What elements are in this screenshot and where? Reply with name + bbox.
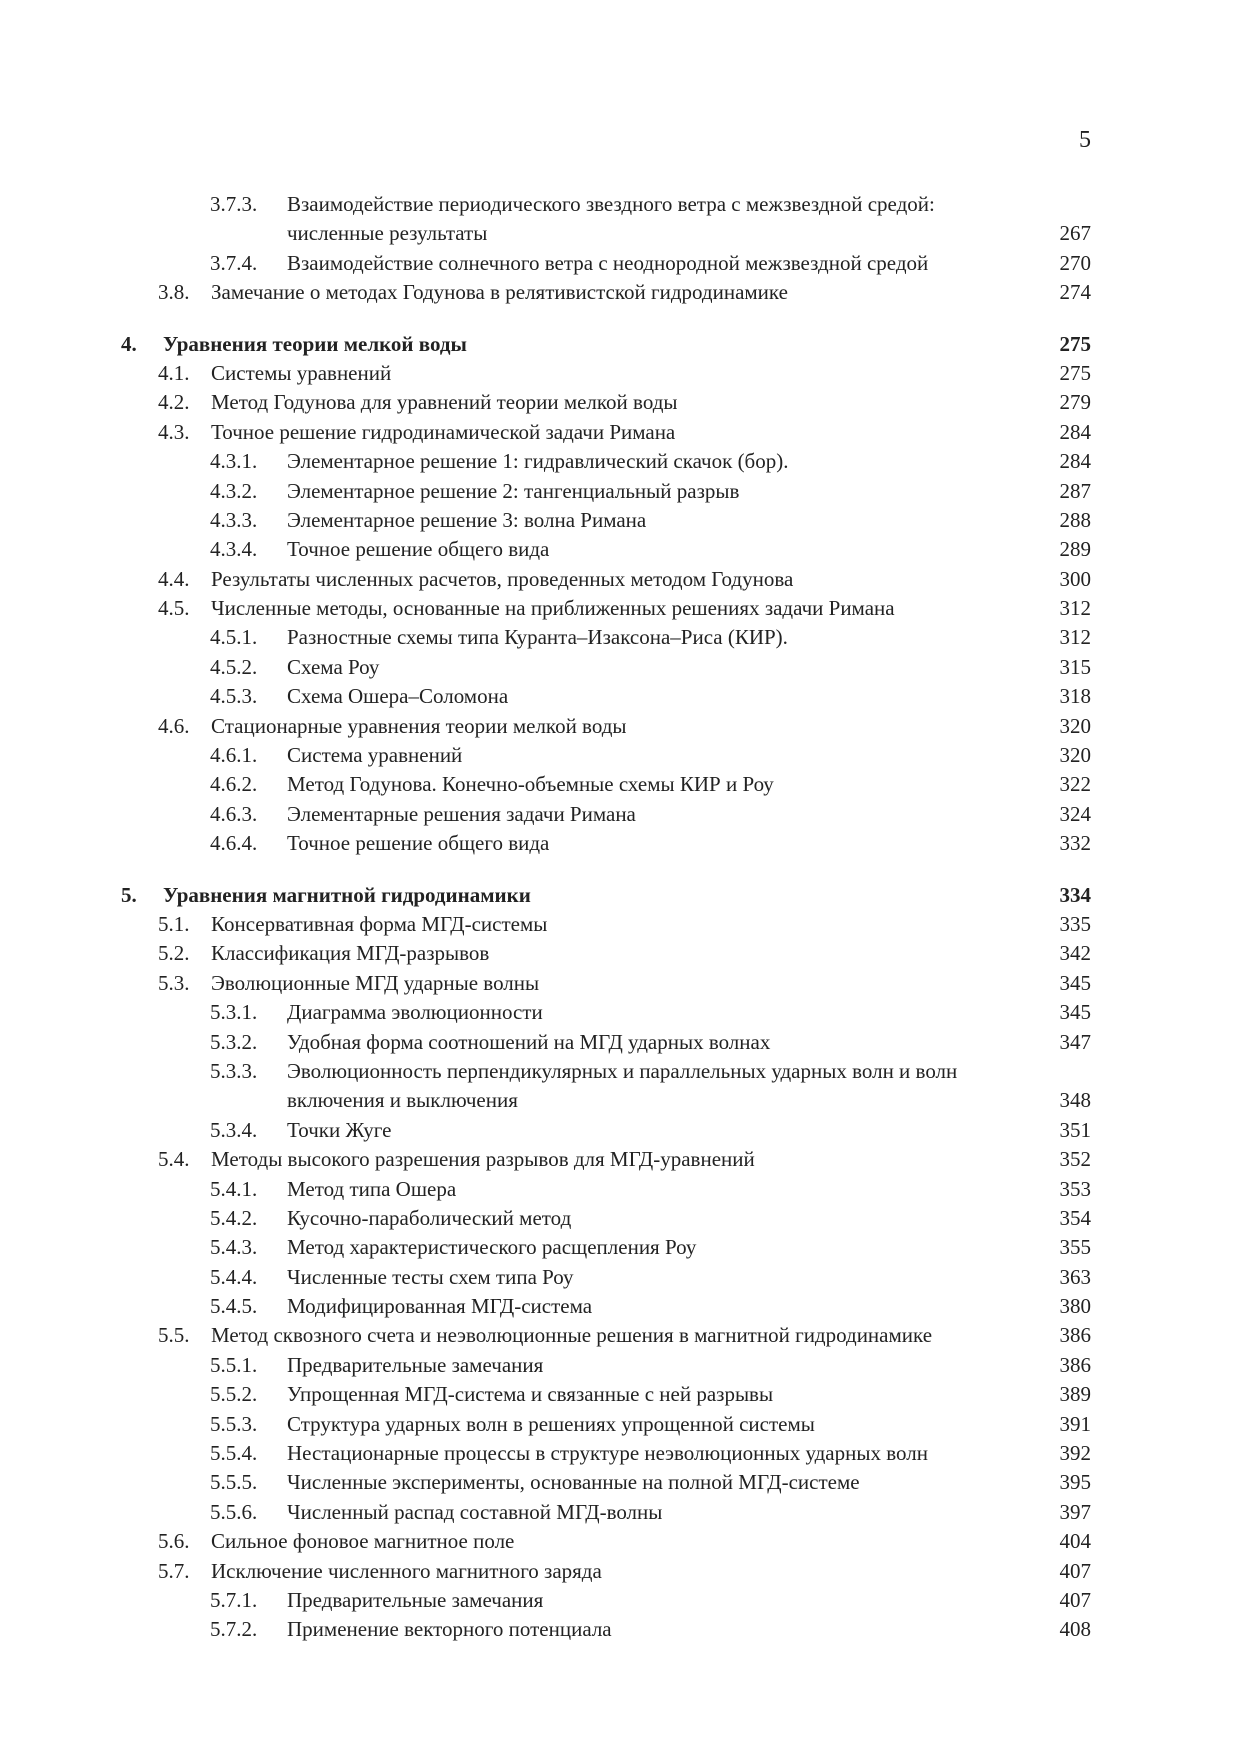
toc-entry-number: 4.3.1. xyxy=(210,449,258,474)
toc-entry-number: 4.5.3. xyxy=(210,684,258,709)
toc-entry-number: 5.4.5. xyxy=(210,1294,258,1319)
toc-entry-title: Кусочно-параболический метод xyxy=(287,1206,577,1230)
toc-entry-title-box xyxy=(211,910,1086,939)
toc-entry-title: Элементарные решения задачи Римана xyxy=(287,802,642,826)
toc-entry-title-box xyxy=(211,1145,1086,1174)
toc-entry-row[interactable] xyxy=(0,219,1241,248)
toc-entry-page: 363 xyxy=(1059,1264,1091,1289)
toc-entry-title-box xyxy=(287,1028,1086,1057)
toc-entry-title: Метод Годунова для уравнений теории мелкой воды xyxy=(211,390,684,414)
toc-entry-row[interactable] xyxy=(0,1498,1241,1527)
toc-entry-number: 5.3.2. xyxy=(210,1029,258,1054)
toc-entry-title: Применение векторного потенциала xyxy=(287,1617,618,1641)
toc-entry-title-box xyxy=(287,623,1086,652)
toc-entry-page: 355 xyxy=(1059,1235,1091,1260)
toc-entry-page: 397 xyxy=(1059,1499,1091,1524)
toc-entry-title-box xyxy=(287,1615,1086,1644)
toc-entry-number: 4.5.1. xyxy=(210,625,258,650)
toc-entry-title: Разностные схемы типа Куранта–Изаксона–Риса (КИР). xyxy=(287,625,794,649)
toc-entry-title: Предварительные замечания xyxy=(287,1353,549,1377)
toc-entry-number: 5. xyxy=(121,882,137,907)
toc-entry-title-box xyxy=(287,1498,1086,1527)
toc-entry-title: Численные методы, основанные на приближенных решениях задачи Римана xyxy=(211,596,901,620)
toc-entry-page: 342 xyxy=(1059,941,1091,966)
toc-entry-title-box xyxy=(287,1175,1086,1204)
toc-entry-title-box xyxy=(287,1116,1086,1145)
toc-entry-title: Методы высокого разрешения разрывов для МГД-уравнений xyxy=(211,1147,761,1171)
toc-entry-row[interactable] xyxy=(0,1410,1241,1439)
toc-entry-number: 3.7.3. xyxy=(210,192,258,216)
toc-entry-page: 270 xyxy=(1059,250,1091,275)
toc-entry-number: 4.3. xyxy=(158,419,190,444)
toc-entry-title-box xyxy=(287,1292,1086,1321)
toc-entry-title: Численные тесты схем типа Роу xyxy=(287,1265,580,1289)
toc-entry-title-box xyxy=(287,190,1086,219)
toc-entry-row[interactable] xyxy=(0,800,1241,829)
toc-entry-title: Метод характеристического расщепления Роу xyxy=(287,1235,702,1259)
toc-entry-row[interactable] xyxy=(0,1439,1241,1468)
toc-entry-row[interactable] xyxy=(0,1028,1241,1057)
toc-entry-row[interactable] xyxy=(0,1468,1241,1497)
toc-entry-title-box xyxy=(287,1204,1086,1233)
toc-entry-number: 5.5.3. xyxy=(210,1411,258,1436)
toc-entry-page: 315 xyxy=(1059,654,1091,679)
toc-entry-title-box xyxy=(287,506,1086,535)
toc-entry-title: Уравнения магнитной гидродинамики xyxy=(163,883,537,907)
toc-entry-page: 407 xyxy=(1059,1558,1091,1583)
toc-entry-number: 4.6. xyxy=(158,713,190,738)
toc-entry-page: 386 xyxy=(1059,1352,1091,1377)
toc-entry-row[interactable] xyxy=(0,969,1241,998)
toc-entry-row[interactable] xyxy=(0,535,1241,564)
toc-entry-title: Численный распад составной МГД-волны xyxy=(287,1500,668,1524)
toc-entry-title: Удобная форма соотношений на МГД ударных волнах xyxy=(287,1030,776,1054)
toc-entry-title-box xyxy=(287,1586,1086,1615)
toc-entry-title: Результаты численных расчетов, проведенных методом Годунова xyxy=(211,567,799,591)
toc-entry-title-box xyxy=(211,565,1086,594)
toc-entry-page: 345 xyxy=(1059,970,1091,995)
toc-entry-number: 5.5.2. xyxy=(210,1382,258,1407)
toc-entry-number: 4.6.3. xyxy=(210,801,258,826)
toc-entry-title-box xyxy=(211,969,1086,998)
toc-entry-row[interactable] xyxy=(0,565,1241,594)
toc-entry-row[interactable] xyxy=(0,1057,1241,1086)
toc-entry-page: 274 xyxy=(1059,280,1091,305)
toc-entry-row[interactable] xyxy=(0,910,1241,939)
toc-entry-number: 5.3.1. xyxy=(210,1000,258,1025)
toc-entry-page: 284 xyxy=(1059,449,1091,474)
toc-entry-row[interactable] xyxy=(0,653,1241,682)
toc-entry-title: Точки Жуге xyxy=(287,1118,397,1142)
toc-entry-row[interactable] xyxy=(0,712,1241,741)
toc-entry-page: 324 xyxy=(1059,801,1091,826)
toc-entry-page: 275 xyxy=(1059,360,1091,385)
toc-entry-number: 4.5. xyxy=(158,596,190,621)
toc-entry-title: Модифицированная МГД-система xyxy=(287,1294,598,1318)
toc-entry-row[interactable] xyxy=(0,477,1241,506)
toc-entry-title: Структура ударных волн в решениях упрощенной системы xyxy=(287,1412,821,1436)
toc-entry-page: 391 xyxy=(1059,1411,1091,1436)
toc-entry-page: 389 xyxy=(1059,1382,1091,1407)
toc-entry-title: Элементарное решение 2: тангенциальный разрыв xyxy=(287,479,745,503)
toc-entry-row[interactable] xyxy=(0,506,1241,535)
toc-entry-title-box xyxy=(287,1057,1086,1086)
toc-entry-title-box xyxy=(287,1410,1086,1439)
toc-entry-title-box xyxy=(211,1321,1086,1350)
toc-entry-title-box xyxy=(287,1380,1086,1409)
toc-entry-title-box xyxy=(211,388,1086,417)
toc-entry-number: 5.5.1. xyxy=(210,1352,258,1377)
toc-entry-row[interactable] xyxy=(0,1527,1241,1556)
toc-entry-number: 5.5.6. xyxy=(210,1499,258,1524)
toc-entry-row[interactable] xyxy=(0,447,1241,476)
toc-entry-page: 407 xyxy=(1059,1587,1091,1612)
toc-entry-number: 5.7.2. xyxy=(210,1617,258,1642)
toc-entry-title: включения и выключения xyxy=(287,1088,524,1112)
toc-entry-title: Схема Роу xyxy=(287,655,385,679)
toc-entry-row[interactable] xyxy=(0,998,1241,1027)
toc-entry-page: 267 xyxy=(1059,221,1091,246)
toc-entry-number: 5.3. xyxy=(158,970,190,995)
toc-entry-title: Системы уравнений xyxy=(211,361,397,385)
toc-entry-number: 5.7. xyxy=(158,1558,190,1583)
toc-entry-row[interactable] xyxy=(0,359,1241,388)
toc-entry-page: 318 xyxy=(1059,684,1091,709)
toc-entry-row[interactable] xyxy=(0,1116,1241,1145)
toc-entry-title: численные результаты xyxy=(287,221,493,245)
toc-entry-row[interactable] xyxy=(0,1586,1241,1615)
toc-entry-title-box xyxy=(211,418,1086,447)
toc-entry-title: Точное решение общего вида xyxy=(287,831,555,855)
toc-entry-title-box xyxy=(163,881,1086,910)
toc-entry-row[interactable] xyxy=(0,1204,1241,1233)
toc-entry-row[interactable] xyxy=(0,594,1241,623)
toc-entry-number: 5.1. xyxy=(158,911,190,936)
toc-entry-row[interactable] xyxy=(0,1145,1241,1174)
toc-entry-number: 5.7.1. xyxy=(210,1587,258,1612)
toc-entry-title-box xyxy=(287,1086,1086,1115)
toc-entry-row[interactable] xyxy=(0,829,1241,858)
toc-entry-number: 4.3.2. xyxy=(210,478,258,503)
toc-entry-page: 354 xyxy=(1059,1205,1091,1230)
toc-entry-page: 352 xyxy=(1059,1147,1091,1172)
toc-entry-row[interactable] xyxy=(0,1351,1241,1380)
toc-entry-row[interactable] xyxy=(0,418,1241,447)
toc-entry-row[interactable] xyxy=(0,190,1241,219)
toc-entry-title: Система уравнений xyxy=(287,743,468,767)
toc-entry-title-box xyxy=(287,1233,1086,1262)
toc-entry-row[interactable] xyxy=(0,249,1241,278)
toc-entry-number: 5.4.4. xyxy=(210,1264,258,1289)
toc-entry-title-box xyxy=(211,278,1086,307)
toc-entry-number: 5.5.4. xyxy=(210,1441,258,1466)
toc-entry-row[interactable] xyxy=(0,1086,1241,1115)
toc-entry-number: 5.6. xyxy=(158,1529,190,1554)
toc-entry-title: Упрощенная МГД-система и связанные с ней разрывы xyxy=(287,1382,779,1406)
toc-entry-row[interactable] xyxy=(0,623,1241,652)
toc-entry-row[interactable] xyxy=(0,1380,1241,1409)
toc-entry-title-box xyxy=(211,1527,1086,1556)
toc-entry-number: 5.4.1. xyxy=(210,1176,258,1201)
toc-entry-title: Стационарные уравнения теории мелкой воды xyxy=(211,714,633,738)
toc-entry-page: 312 xyxy=(1059,625,1091,650)
toc-entry-row[interactable] xyxy=(0,278,1241,307)
toc-entry-page: 320 xyxy=(1059,713,1091,738)
toc-entry-title: Предварительные замечания xyxy=(287,1588,549,1612)
toc-entry-row[interactable] xyxy=(0,1175,1241,1204)
toc-entry-title: Эволюционность перпендикулярных и параллельных ударных волн и волн xyxy=(287,1059,963,1083)
toc-entry-title: Взаимодействие солнечного ветра с неоднородной межзвездной средой xyxy=(287,251,934,275)
toc-entry-page: 320 xyxy=(1059,743,1091,768)
toc-entry-page: 300 xyxy=(1059,566,1091,591)
toc-entry-title-box xyxy=(211,359,1086,388)
toc-entry-title-box xyxy=(287,477,1086,506)
toc-entry-row[interactable] xyxy=(0,388,1241,417)
toc-entry-number: 4.6.1. xyxy=(210,743,258,768)
toc-entry-row[interactable] xyxy=(0,1615,1241,1644)
toc-entry-row[interactable] xyxy=(0,1233,1241,1262)
toc-entry-number: 4.6.4. xyxy=(210,831,258,856)
toc-entry-page: 332 xyxy=(1059,831,1091,856)
toc-entry-number: 4. xyxy=(121,331,137,356)
toc-entry-title: Консервативная форма МГД-системы xyxy=(211,912,553,936)
toc-entry-number: 5.4.3. xyxy=(210,1235,258,1260)
toc-entry-title-box xyxy=(287,1468,1086,1497)
toc-entry-number: 4.1. xyxy=(158,360,190,385)
toc-entry-number: 4.4. xyxy=(158,566,190,591)
toc-entry-title-box xyxy=(211,594,1086,623)
toc-entry-page: 275 xyxy=(1059,331,1091,356)
toc-entry-title: Элементарное решение 3: волна Римана xyxy=(287,508,652,532)
toc-entry-number: 4.3.3. xyxy=(210,507,258,532)
toc-entry-title-box xyxy=(211,712,1086,741)
toc-chapter-row[interactable] xyxy=(0,330,1241,359)
toc-entry-title-box xyxy=(287,770,1086,799)
section-gap xyxy=(0,859,1241,881)
toc-entry-row[interactable] xyxy=(0,741,1241,770)
toc-entry-title-box xyxy=(287,998,1086,1027)
toc-entry-title-box xyxy=(287,829,1086,858)
toc-entry-number: 3.7.4. xyxy=(210,250,258,275)
toc-entry-title-box xyxy=(287,1439,1086,1468)
toc-entry-title-box xyxy=(287,682,1086,711)
toc-entry-row[interactable] xyxy=(0,1321,1241,1350)
toc-entry-title-box xyxy=(163,330,1086,359)
toc-entry-title: Нестационарные процессы в структуре неэволюционных ударных волн xyxy=(287,1441,934,1465)
toc-entry-title-box xyxy=(287,800,1086,829)
toc-entry-number: 5.5.5. xyxy=(210,1470,258,1495)
toc-entry-title: Схема Ошера–Соломона xyxy=(287,684,514,708)
toc-entry-title: Элементарное решение 1: гидравлический скачок (бор). xyxy=(287,449,795,473)
toc-entry-title-box xyxy=(287,219,1086,248)
toc-entry-row[interactable] xyxy=(0,1557,1241,1586)
toc-entry-title-box xyxy=(287,249,1086,278)
toc-entry-title: Диаграмма эволюционности xyxy=(287,1000,549,1024)
toc-entry-title: Точное решение общего вида xyxy=(287,537,555,561)
toc-entry-title: Метод Годунова. Конечно-объемные схемы КИР и Роу xyxy=(287,772,780,796)
toc-entry-title-box xyxy=(211,939,1086,968)
toc-entry-number: 5.3.4. xyxy=(210,1117,258,1142)
toc-entry-title: Метод сквозного счета и неэволюционные решения в магнитной гидродинамике xyxy=(211,1323,938,1347)
toc-entry-title: Метод типа Ошера xyxy=(287,1177,462,1201)
toc-entry-number: 4.6.2. xyxy=(210,772,258,797)
toc-entry-page: 289 xyxy=(1059,537,1091,562)
toc-entry-page: 335 xyxy=(1059,911,1091,936)
toc-entry-page: 392 xyxy=(1059,1441,1091,1466)
toc-entry-title: Сильное фоновое магнитное поле xyxy=(211,1529,520,1553)
toc-entry-number: 5.5. xyxy=(158,1323,190,1348)
toc-entry-page: 408 xyxy=(1059,1617,1091,1642)
toc-entry-page: 287 xyxy=(1059,478,1091,503)
section-gap xyxy=(0,308,1241,330)
toc-entry-title: Уравнения теории мелкой воды xyxy=(163,332,473,356)
toc-entry-page: 353 xyxy=(1059,1176,1091,1201)
toc-entry-number: 4.5.2. xyxy=(210,654,258,679)
toc-entry-page: 322 xyxy=(1059,772,1091,797)
toc-entry-page: 386 xyxy=(1059,1323,1091,1348)
toc-entry-page: 380 xyxy=(1059,1294,1091,1319)
toc-entry-page: 348 xyxy=(1059,1088,1091,1113)
toc-entry-number: 5.2. xyxy=(158,941,190,966)
toc-entry-number: 3.8. xyxy=(158,280,190,305)
toc-entry-title-box xyxy=(211,1557,1086,1586)
toc-entry-title-box xyxy=(287,653,1086,682)
toc-entry-row[interactable] xyxy=(0,682,1241,711)
toc-entry-number: 4.3.4. xyxy=(210,537,258,562)
toc-entry-page: 351 xyxy=(1059,1117,1091,1142)
toc-entry-number: 4.2. xyxy=(158,390,190,415)
toc-entry-title-box xyxy=(287,1263,1086,1292)
toc-entry-title: Численные эксперименты, основанные на полной МГД-системе xyxy=(287,1470,866,1494)
toc-entry-page: 347 xyxy=(1059,1029,1091,1054)
table-of-contents xyxy=(0,190,1241,1645)
toc-entry-page: 312 xyxy=(1059,596,1091,621)
toc-entry-row[interactable] xyxy=(0,1263,1241,1292)
toc-entry-number: 5.3.3. xyxy=(210,1058,258,1083)
toc-entry-title-box xyxy=(287,535,1086,564)
toc-entry-page: 288 xyxy=(1059,507,1091,532)
toc-entry-row[interactable] xyxy=(0,1292,1241,1321)
toc-entry-row[interactable] xyxy=(0,770,1241,799)
toc-chapter-row[interactable] xyxy=(0,881,1241,910)
toc-entry-page: 345 xyxy=(1059,1000,1091,1025)
toc-entry-row[interactable] xyxy=(0,939,1241,968)
toc-entry-title: Эволюционные МГД ударные волны xyxy=(211,971,545,995)
toc-entry-title-box xyxy=(287,741,1086,770)
toc-entry-title: Классификация МГД-разрывов xyxy=(211,941,495,965)
toc-entry-page: 404 xyxy=(1059,1529,1091,1554)
toc-entry-number: 5.4. xyxy=(158,1147,190,1172)
toc-entry-title: Взаимодействие периодического звездного ветра с межзвездной средой: xyxy=(287,192,941,216)
toc-entry-page: 284 xyxy=(1059,419,1091,444)
toc-entry-number: 5.4.2. xyxy=(210,1205,258,1230)
toc-entry-page: 395 xyxy=(1059,1470,1091,1495)
toc-entry-page: 279 xyxy=(1059,390,1091,415)
toc-entry-title-box xyxy=(287,1351,1086,1380)
toc-entry-page: 334 xyxy=(1059,882,1091,907)
toc-entry-title: Исключение численного магнитного заряда xyxy=(211,1559,608,1583)
page-number: 5 xyxy=(1079,127,1091,153)
toc-entry-title-box xyxy=(287,447,1086,476)
toc-entry-title: Замечание о методах Годунова в релятивистской гидродинамике xyxy=(211,280,794,304)
toc-entry-title: Точное решение гидродинамической задачи Римана xyxy=(211,420,681,444)
